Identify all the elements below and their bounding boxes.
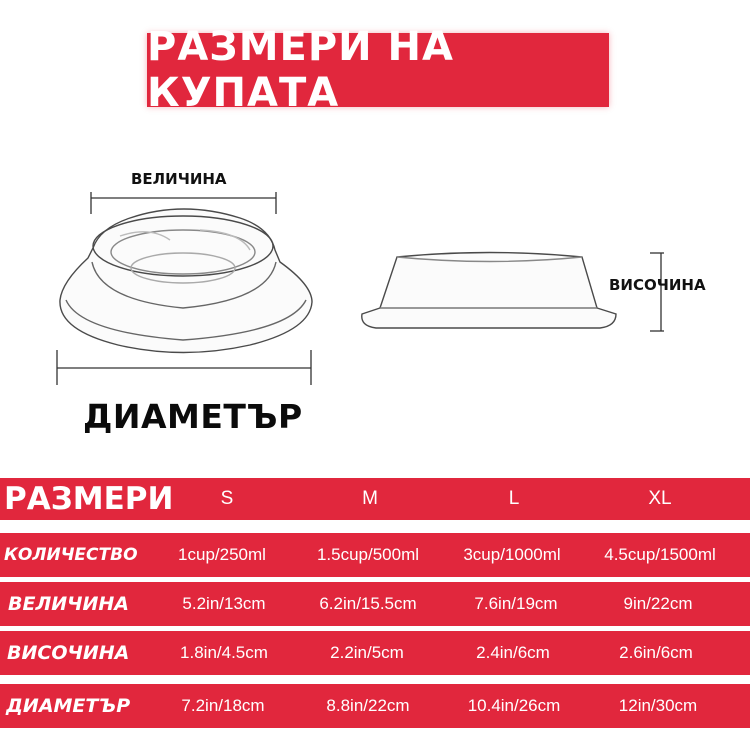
page-title: РАЗМЕРИ НА КУПАТА — [147, 24, 454, 116]
row-label-size: РАЗМЕРИ — [4, 481, 174, 517]
table-cell: 1.5cup/500ml — [316, 545, 420, 564]
width-label: ВЕЛИЧИНА — [131, 170, 227, 188]
row-label-capacity: КОЛИЧЕСТВО — [4, 545, 138, 565]
table-cell: S — [220, 488, 234, 509]
table-row-diameter — [0, 684, 750, 728]
table-cell: 2.2in/5cm — [330, 643, 404, 662]
table-cell: 12in/30cm — [618, 696, 698, 715]
bowl-side-icon — [362, 253, 616, 329]
table-cell: XL — [648, 488, 672, 509]
table-cell: 6.2in/15.5cm — [319, 594, 417, 613]
table-row-size — [0, 478, 750, 520]
row-label-height: ВИСОЧИНА — [7, 642, 130, 664]
table-cell: 7.2in/18cm — [181, 696, 265, 715]
table-row-height — [0, 631, 750, 675]
diameter-measure-line — [57, 350, 311, 385]
diameter-label: ДИАМЕТЪР — [83, 397, 303, 436]
table-cell: 9in/22cm — [623, 594, 693, 613]
table-row-width — [0, 582, 750, 626]
table-cell: 4.5cup/1500ml — [604, 545, 716, 564]
table-cell: 2.4in/6cm — [476, 643, 550, 662]
table-cell: 7.6in/19cm — [474, 594, 558, 613]
table-cell: 3cup/1000ml — [463, 545, 561, 564]
table-cell: 1.8in/4.5cm — [180, 643, 268, 662]
table-cell: M — [362, 488, 378, 509]
table-cell: 5.2in/13cm — [182, 594, 266, 613]
table-cell: 8.8in/22cm — [326, 696, 410, 715]
row-label-width: ВЕЛИЧИНА — [8, 593, 130, 615]
row-label-diameter: ДИАМЕТЪР — [6, 695, 131, 717]
bowl-perspective-icon — [60, 209, 312, 353]
table-cell: L — [508, 488, 520, 509]
table-cell: 1cup/250ml — [178, 545, 266, 564]
table-cell: 10.4in/26cm — [467, 696, 561, 715]
height-label: ВИСОЧИНА — [609, 276, 706, 294]
table-row-capacity — [0, 533, 750, 577]
table-cell: 2.6in/6cm — [619, 643, 693, 662]
